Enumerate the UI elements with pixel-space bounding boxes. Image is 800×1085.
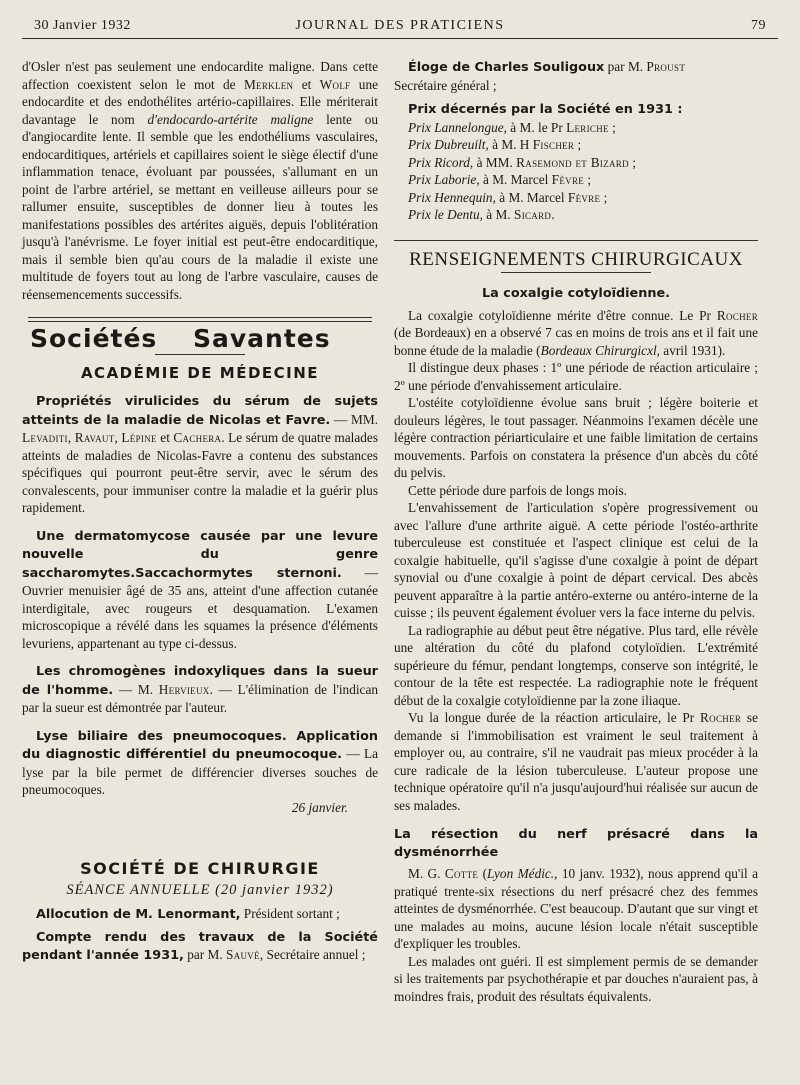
renseignements-heading: RENSEIGNEMENTS CHIRURGICAUX bbox=[409, 248, 743, 270]
coxalgie-p1: La coxalgie cotyloïdienne mérite d'être connue. Le Pr Rocher (de Bordeaux) en a observé 7 cas en moins de trois ans et il fait une bonne étude de la maladie (Bordeaux Chirurgicxl, avril 1931). bbox=[394, 307, 758, 358]
left-column bbox=[22, 58, 378, 965]
right-column bbox=[394, 58, 758, 1005]
coxalgie-p7: Vu la longue durée de la réaction articulaire, le Pr Rocher se demande si l'immobilisation est vraiment le seul traitement à employer ou, au contraire, s'il ne vaudrait pas mieux procéder à la cure radicale de la lésion tuberculeuse. L'auteur propose une technique opératoire qu'il n'a jusqu'aujourd'hui réalisée sur aucun de ses malades. bbox=[394, 710, 758, 813]
prix-item: Prix Hennequin, à M. Marcel Fèvre ; bbox=[408, 189, 608, 205]
header-date: 30 Janvier 1932 bbox=[34, 18, 131, 33]
prix-item: Prix Laborie, à M. Marcel Fèvre ; bbox=[408, 172, 592, 187]
societe-chirurgie-heading: SOCIÉTÉ DE CHIRURGIE bbox=[80, 859, 320, 878]
academie-heading: ACADÉMIE DE MÉDECINE bbox=[80, 363, 320, 382]
coxalgie-p5: L'envahissement de l'articulation s'opère progressivement ou avec l'allure d'une arthrite aiguë. A cette période l'ostéo-arthrite tuberculeuse est constituée et l'aspect clinique est celui de la coxalgie habituelle, qu'il s'agisse d'une coxalgie à point de départ synovial ou d'une coxalgie à point de départ cervical. Des abcès peuvent apparaître à la partie antéro-externe ou antéro-interne de la cuisse ; ils peuvent également évoluer vers la face interne du pelvis. bbox=[394, 500, 758, 620]
prix-list bbox=[394, 119, 758, 224]
author-name: Merklen bbox=[243, 76, 294, 92]
prix-item: Prix le Dentu, à M. Sicard. bbox=[408, 207, 555, 222]
entry-date: 26 janvier. bbox=[291, 799, 348, 815]
entry-dermatomycose: Une dermatomycose causée par une levure nouvelle du genre saccharomytes.Saccachormytes sternoni. — Ouvrier menuisier âgé de 35 ans, atteint d'une affection cutanée interdigitale, avec rougeurs et desquamation. L'examen microscopique a révélé dans les squames la présence d'éléments levuriens, appartenant au type ci-dessus. bbox=[22, 528, 378, 651]
resection-p2: Les malades ont guéri. Il est simplement permis de se demander si les traitements par psychothérapie et par douches n'auraient pas, à moindres frais, produit des résultats équivalents. bbox=[394, 953, 758, 1004]
entry-chromogenes: Les chromogènes indoxyliques dans la sueur de l'homme. — M. Hervieux. — L'élimination de l'indican par la sueur est démontrée par l'auteur. bbox=[22, 664, 378, 715]
coxalgie-p6: La radiographie au début peut être négative. Plus tard, elle révèle une altération du côté du plafond cotyloïdien. L'extrémité supérieure du fémur, pendant longtemps, conserve son intégrité, le contour de la tête est respectée. La radiographie note le fréquent début de la coxalgie cotyloïdienne par la zone iliaque. bbox=[394, 622, 758, 708]
prix-item: Prix Lannelongue, à M. le Pr Leriche ; bbox=[408, 119, 616, 135]
journal-title: JOURNAL DES PRATICIENS bbox=[295, 18, 505, 33]
heading-rule bbox=[501, 272, 651, 273]
societes-savantes-heading: Sociétés Savantes bbox=[30, 324, 331, 353]
entry-allocution: Allocution de M. Lenormant, Président sortant ; bbox=[36, 906, 340, 922]
section-divider bbox=[394, 240, 758, 241]
page-header bbox=[22, 14, 778, 40]
entry-eloge: Éloge de Charles Souligoux par M. Proust bbox=[408, 59, 686, 75]
seance-annuelle: SÉANCE ANNUELLE (20 janvier 1932) bbox=[66, 881, 334, 898]
resection-p1: M. G. Cotte (Lyon Médic., 10 janv. 1932), nous apprend qu'il a pratiqué trente-six résections du nerf présacré chez des femmes atteintes de dysménorrhée. C'est beaucoup. D'autant que sur vingt et une malades au moins, aucune lésion locale n'était susceptible d'expliquer les troubles. bbox=[394, 866, 758, 951]
author-name: Wolf bbox=[319, 76, 351, 92]
prix-heading: Prix décernés par la Société en 1931 : bbox=[408, 102, 683, 117]
coxalgie-p2: Il distingue deux phases : 1º une période de réaction articulaire ; 2º une période d'envahissement articulaire. bbox=[394, 360, 758, 393]
page-number: 79 bbox=[751, 18, 766, 33]
header-rule bbox=[22, 38, 778, 39]
coxalgie-p3: L'ostéite cotyloïdienne évolue sans bruit ; légère boiterie et douleurs légères, le tout passager. Néanmoins l'examen décèle une légère contraction périarticulaire et une faible limitation de certains mouvements. Parfois on constatera la présence d'un abcès du côté du pelvis. bbox=[394, 395, 758, 480]
coxalgie-heading: La coxalgie cotyloïdienne. bbox=[482, 286, 670, 301]
entry-nicolas-favre: Propriétés virulicides du sérum de sujets atteints de la maladie de Nicolas et Favre. — MM. Levaditi, Ravaut, Lépine et Cachera. Le sérum de quatre malades atteints de maladies de Nicolas-Favre a contenu des substances spécifiques qui pourront peut-être servir, avec le sérum des convalescents, pour immuniser contre la maladie et la guérir plus rapidement. bbox=[22, 394, 378, 515]
resection-heading: La résection du nerf présacré dans la dysménorrhée bbox=[394, 827, 758, 860]
entry-compte-rendu: Compte rendu des travaux de la Société pendant l'année 1931, par M. Sauvé, Secrétaire annuel ; bbox=[22, 929, 378, 963]
section-divider bbox=[28, 317, 372, 322]
osler-paragraph: d'Osler n'est pas seulement une endocardite maligne. Dans cette affection coexistent selon le mot de Merklen et Wolf une endocardite et des endothélites artério-capillaires. Elle mériterait davantage le nom d'endocardo-artérite maligne lente ou d'angiocardite lente. Il semble que les endothéliums vasculaires, endocarditiques, artériels et capillaires soient le siège électif d'une inflammation tenace, évoluant par poussées, s'allumant en un point de l'arbre artériel, se mettant en veilleuse ailleurs pour se rallumer ensuite, susceptibles de donner lieu à toutes les manifestations possibles des artérites aiguës, depuis l'oblitération jusqu'à l'anévrisme. Le foyer initial est peut-être endocarditique, mais il semble bien qu'au cours de la maladie il existe une multitude de foyers tout au long de l'arbre vasculaire, causes de réensemencements successifs. bbox=[22, 59, 378, 302]
entry-lyse-biliaire: Lyse biliaire des pneumocoques. Application du diagnostic différentiel du pneumocoque. — La lyse par la bile permet de différencier diverses souches de pneumocoques. bbox=[22, 728, 378, 797]
heading-rule bbox=[155, 354, 245, 355]
prix-item: Prix Dubreuilt, à M. H Fischer ; bbox=[408, 137, 582, 152]
eloge-role: Secrétaire général ; bbox=[394, 77, 497, 93]
coxalgie-p4: Cette période dure parfois de longs mois. bbox=[408, 482, 627, 498]
prix-item: Prix Ricord, à MM. Rasemond et Bizard ; bbox=[408, 154, 636, 170]
